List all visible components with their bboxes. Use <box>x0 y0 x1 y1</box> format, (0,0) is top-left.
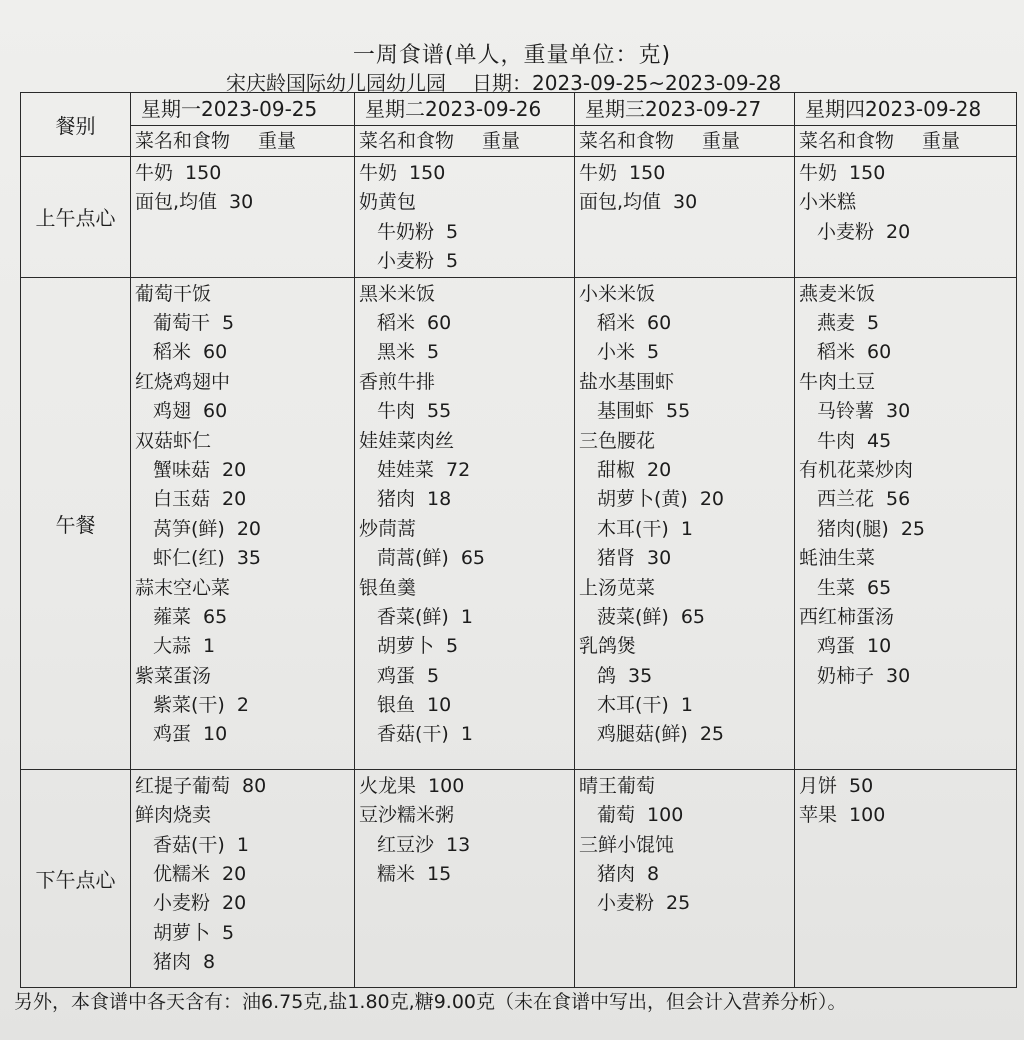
food-weight: 20 <box>222 892 247 915</box>
ingredient-item <box>579 691 790 720</box>
food-weight: 5 <box>446 635 459 658</box>
food-weight: 50 <box>849 774 874 797</box>
food-name: 大蒜 <box>153 635 192 658</box>
food-name: 蟹味菇 <box>153 458 211 481</box>
food-weight: 80 <box>242 774 267 797</box>
food-name: 茼蒿(鲜) <box>377 547 449 570</box>
ingredient-item <box>799 662 1012 691</box>
food-weight: 60 <box>203 400 228 423</box>
menu-cell <box>131 769 355 987</box>
meal-column-header: 餐别 <box>21 93 131 157</box>
food-name: 有机花菜炒肉 <box>799 458 914 481</box>
dish-item <box>135 368 350 397</box>
ingredient-item <box>579 720 790 749</box>
dish-item <box>359 772 570 801</box>
ingredient-item <box>135 338 350 367</box>
dish-item <box>359 515 570 544</box>
food-weight: 65 <box>867 576 892 599</box>
column-header-name: 菜名和食物 <box>135 130 231 153</box>
dish-item <box>799 801 1012 830</box>
menu-cell <box>795 277 1017 769</box>
meal-row <box>21 277 1017 769</box>
food-name: 胡萝卜(黄) <box>597 488 688 511</box>
food-weight: 1 <box>236 833 249 856</box>
food-weight: 8 <box>647 863 660 886</box>
food-name: 菠菜(鲜) <box>597 605 669 628</box>
column-header-weight: 重量 <box>258 130 297 153</box>
ingredient-item <box>799 427 1012 456</box>
food-weight: 18 <box>427 488 452 511</box>
food-weight: 1 <box>460 723 473 746</box>
food-weight: 20 <box>222 863 247 886</box>
food-weight: 60 <box>427 312 452 335</box>
dish-item <box>135 188 350 217</box>
food-weight: 8 <box>203 951 216 974</box>
food-name: 小米 <box>597 341 636 364</box>
food-name: 稻米 <box>377 312 416 335</box>
food-name: 西红柿蛋汤 <box>799 605 895 628</box>
ingredient-item <box>799 632 1012 661</box>
food-name: 小米米饭 <box>579 282 656 305</box>
ingredient-item <box>799 309 1012 338</box>
dish-item <box>135 801 350 830</box>
food-weight: 13 <box>446 833 471 856</box>
dish-item <box>799 188 1012 217</box>
ingredient-item <box>799 574 1012 603</box>
food-name: 牛奶 <box>579 162 618 185</box>
food-name: 小麦粉 <box>153 892 211 915</box>
ingredient-item <box>135 397 350 426</box>
ingredient-item <box>799 397 1012 426</box>
dish-item <box>359 188 570 217</box>
dish-item <box>579 368 790 397</box>
food-weight: 1 <box>460 605 473 628</box>
food-name: 小米糕 <box>799 191 857 214</box>
food-weight: 30 <box>229 191 254 214</box>
food-name: 牛奶 <box>135 162 174 185</box>
ingredient-item <box>579 544 790 573</box>
food-weight: 5 <box>446 250 459 273</box>
food-name: 葡萄干 <box>153 312 211 335</box>
dish-item <box>799 159 1012 188</box>
food-weight: 20 <box>647 458 672 481</box>
food-weight: 1 <box>680 517 693 540</box>
column-header-name: 菜名和食物 <box>799 130 895 153</box>
meal-label: 上午点心 <box>21 157 131 278</box>
food-name: 三色腰花 <box>579 429 656 452</box>
food-name: 优糯米 <box>153 863 211 886</box>
ingredient-item <box>135 860 350 889</box>
food-weight: 20 <box>699 488 725 511</box>
food-weight: 20 <box>886 220 911 243</box>
food-name: 糯米 <box>377 863 416 886</box>
food-weight: 10 <box>867 635 892 658</box>
column-header <box>575 126 795 157</box>
food-name: 燕麦米饭 <box>799 282 876 305</box>
column-header <box>131 126 355 157</box>
food-name: 银鱼 <box>377 694 416 717</box>
day-header: 星期二2023-09-26 <box>355 93 575 126</box>
food-name: 猪肾 <box>597 547 636 570</box>
dish-item <box>799 544 1012 573</box>
food-name: 稻米 <box>817 341 856 364</box>
menu-cell <box>575 769 795 987</box>
food-weight: 20 <box>222 458 247 481</box>
food-name: 面包,均值 <box>135 191 218 214</box>
meal-label: 下午点心 <box>21 769 131 987</box>
column-header-weight: 重量 <box>922 130 961 153</box>
food-weight: 1 <box>680 694 693 717</box>
food-name: 香菇(干) <box>153 833 225 856</box>
food-name: 蒜末空心菜 <box>135 576 231 599</box>
ingredient-item <box>579 662 790 691</box>
ingredient-item <box>359 218 570 247</box>
ingredient-item <box>359 860 570 889</box>
ingredient-item <box>359 662 570 691</box>
food-name: 牛肉 <box>817 429 856 452</box>
day-header: 星期三2023-09-27 <box>575 93 795 126</box>
ingredient-item <box>359 456 570 485</box>
food-weight: 5 <box>222 312 235 335</box>
food-name: 小麦粉 <box>817 220 875 243</box>
meal-label: 午餐 <box>21 277 131 769</box>
dish-item <box>799 456 1012 485</box>
food-weight: 100 <box>647 804 684 827</box>
food-name: 红豆沙 <box>377 833 435 856</box>
ingredient-item <box>579 889 790 918</box>
food-weight: 30 <box>647 547 672 570</box>
ingredient-item <box>135 720 350 749</box>
food-name: 三鲜小馄饨 <box>579 833 675 856</box>
ingredient-item <box>135 515 350 544</box>
food-weight: 100 <box>849 804 886 827</box>
food-weight: 56 <box>886 488 911 511</box>
column-header-name: 菜名和食物 <box>359 130 455 153</box>
food-name: 银鱼羹 <box>359 576 417 599</box>
food-name: 稻米 <box>153 341 192 364</box>
ingredient-item <box>359 338 570 367</box>
menu-cell <box>575 277 795 769</box>
food-name: 葡萄干饭 <box>135 282 212 305</box>
ingredient-item <box>359 632 570 661</box>
food-weight: 35 <box>236 547 262 570</box>
food-name: 甜椒 <box>597 458 636 481</box>
dish-item <box>579 831 790 860</box>
ingredient-item <box>359 603 570 632</box>
dish-item <box>359 427 570 456</box>
food-weight: 5 <box>446 220 459 243</box>
ingredient-item <box>359 831 570 860</box>
food-name: 火龙果 <box>359 774 417 797</box>
food-weight: 60 <box>203 341 228 364</box>
food-weight: 45 <box>867 429 892 452</box>
food-name: 木耳(干) <box>597 694 669 717</box>
food-name: 猪肉(腿) <box>817 517 889 540</box>
food-name: 蚝油生菜 <box>799 547 876 570</box>
ingredient-item <box>135 889 350 918</box>
column-header <box>795 126 1017 157</box>
food-weight: 10 <box>427 694 452 717</box>
ingredient-item <box>359 247 570 276</box>
food-name: 猪肉 <box>597 863 636 886</box>
food-name: 鸡蛋 <box>153 723 192 746</box>
food-name: 牛奶粉 <box>377 220 435 243</box>
food-weight: 72 <box>446 458 471 481</box>
ingredient-item <box>135 603 350 632</box>
column-header-weight: 重量 <box>702 130 741 153</box>
food-name: 葡萄 <box>597 804 636 827</box>
footer-note: 另外，本食谱中各天含有：油6.75克,盐1.80克,糖9.00克（未在食谱中写出，但会计入营养分析）。 <box>14 991 847 1013</box>
food-name: 紫菜蛋汤 <box>135 664 212 687</box>
ingredient-item <box>579 397 790 426</box>
food-weight: 25 <box>900 517 926 540</box>
ingredient-item <box>359 397 570 426</box>
food-name: 月饼 <box>799 774 838 797</box>
food-name: 面包,均值 <box>579 191 662 214</box>
food-weight: 65 <box>680 605 706 628</box>
food-name: 盐水基围虾 <box>579 370 675 393</box>
food-name: 娃娃菜肉丝 <box>359 429 455 452</box>
ingredient-item <box>799 218 1012 247</box>
food-name: 香菜(鲜) <box>377 605 449 628</box>
food-name: 小麦粉 <box>597 892 655 915</box>
food-name: 牛肉土豆 <box>799 370 876 393</box>
food-name: 鸡腿菇(鲜) <box>597 723 688 746</box>
ingredient-item <box>135 831 350 860</box>
menu-cell <box>131 277 355 769</box>
dish-item <box>579 427 790 456</box>
ingredient-item <box>135 948 350 977</box>
food-name: 豆沙糯米粥 <box>359 804 455 827</box>
food-name: 胡萝卜 <box>153 921 211 944</box>
food-name: 稻米 <box>597 312 636 335</box>
food-weight: 30 <box>886 664 911 687</box>
column-header-row <box>21 126 1017 157</box>
dish-item <box>135 280 350 309</box>
food-weight: 60 <box>647 312 672 335</box>
ingredient-item <box>135 485 350 514</box>
food-name: 紫菜(干) <box>153 694 225 717</box>
food-weight: 35 <box>628 664 653 687</box>
menu-cell <box>355 157 575 278</box>
food-name: 木耳(干) <box>597 517 669 540</box>
food-name: 晴王葡萄 <box>579 774 656 797</box>
food-name: 鸡蛋 <box>377 664 416 687</box>
food-name: 蕹菜 <box>153 605 192 628</box>
food-weight: 150 <box>849 162 886 185</box>
food-name: 红烧鸡翅中 <box>135 370 231 393</box>
food-weight: 5 <box>427 664 440 687</box>
food-name: 莴笋(鲜) <box>153 517 225 540</box>
food-name: 香菇(干) <box>377 723 449 746</box>
food-weight: 15 <box>427 863 452 886</box>
ingredient-item <box>579 860 790 889</box>
food-weight: 25 <box>699 723 725 746</box>
day-header: 星期四2023-09-28 <box>795 93 1017 126</box>
ingredient-item <box>359 309 570 338</box>
date-range: 日期：2023-09-25~2023-09-28 <box>472 71 782 95</box>
ingredient-item <box>799 338 1012 367</box>
food-name: 香煎牛排 <box>359 370 436 393</box>
food-weight: 5 <box>222 921 235 944</box>
column-header-name: 菜名和食物 <box>579 130 675 153</box>
ingredient-item <box>359 485 570 514</box>
ingredient-item <box>359 691 570 720</box>
ingredient-item <box>579 309 790 338</box>
school-name: 宋庆龄国际幼儿园幼儿园 <box>226 71 446 95</box>
dish-item <box>579 632 790 661</box>
ingredient-item <box>579 603 790 632</box>
ingredient-item <box>135 632 350 661</box>
dish-item <box>135 662 350 691</box>
food-name: 黑米 <box>377 341 416 364</box>
food-weight: 20 <box>222 488 247 511</box>
food-name: 黑米米饭 <box>359 282 436 305</box>
dish-item <box>135 427 350 456</box>
food-weight: 5 <box>427 341 440 364</box>
day-header: 星期一2023-09-25 <box>131 93 355 126</box>
food-weight: 65 <box>460 547 486 570</box>
food-weight: 150 <box>629 162 666 185</box>
menu-cell <box>355 769 575 987</box>
food-name: 白玉菇 <box>153 488 211 511</box>
food-name: 乳鸽煲 <box>579 635 637 658</box>
menu-cell <box>795 769 1017 987</box>
menu-cell <box>575 157 795 278</box>
dish-item <box>359 368 570 397</box>
ingredient-item <box>579 338 790 367</box>
dish-item <box>579 159 790 188</box>
food-name: 奶柿子 <box>817 664 875 687</box>
food-weight: 150 <box>409 162 446 185</box>
food-name: 牛肉 <box>377 400 416 423</box>
dish-item <box>579 574 790 603</box>
food-weight: 5 <box>867 312 880 335</box>
food-weight: 1 <box>203 635 216 658</box>
ingredient-item <box>799 485 1012 514</box>
page-title: 一周食谱(单人，重量单位：克) <box>352 43 672 68</box>
dish-item <box>135 159 350 188</box>
food-weight: 30 <box>886 400 911 423</box>
meal-row <box>21 769 1017 987</box>
ingredient-item <box>359 720 570 749</box>
food-name: 鸡翅 <box>153 400 192 423</box>
food-name: 小麦粉 <box>377 250 435 273</box>
food-weight: 10 <box>203 723 228 746</box>
food-name: 上汤苋菜 <box>579 576 656 599</box>
column-header <box>355 126 575 157</box>
ingredient-item <box>579 801 790 830</box>
ingredient-item <box>135 919 350 948</box>
day-header-row <box>21 93 1017 126</box>
ingredient-item <box>135 456 350 485</box>
food-name: 娃娃菜 <box>377 458 435 481</box>
food-weight: 100 <box>428 774 465 797</box>
menu-cell <box>795 157 1017 278</box>
food-weight: 65 <box>203 605 228 628</box>
menu-cell <box>131 157 355 278</box>
ingredient-item <box>135 691 350 720</box>
food-name: 双菇虾仁 <box>135 429 212 452</box>
ingredient-item <box>579 456 790 485</box>
dish-item <box>359 280 570 309</box>
food-weight: 150 <box>185 162 222 185</box>
food-weight: 25 <box>666 892 691 915</box>
ingredient-item <box>359 544 570 573</box>
food-weight: 2 <box>236 694 249 717</box>
dish-item <box>799 280 1012 309</box>
food-name: 鸽 <box>597 664 617 687</box>
food-name: 虾仁(红) <box>153 547 225 570</box>
food-name: 马铃薯 <box>817 400 875 423</box>
ingredient-item <box>135 544 350 573</box>
dish-item <box>799 603 1012 632</box>
food-weight: 5 <box>647 341 660 364</box>
food-weight: 20 <box>236 517 262 540</box>
food-name: 苹果 <box>799 804 838 827</box>
dish-item <box>579 188 790 217</box>
food-weight: 30 <box>673 191 698 214</box>
food-name: 牛奶 <box>359 162 398 185</box>
ingredient-item <box>579 485 790 514</box>
food-name: 猪肉 <box>153 951 192 974</box>
meal-row <box>21 157 1017 278</box>
food-name: 炒茼蒿 <box>359 517 417 540</box>
food-name: 生菜 <box>817 576 856 599</box>
food-name: 西兰花 <box>817 488 875 511</box>
ingredient-item <box>579 515 790 544</box>
food-name: 奶黄包 <box>359 191 417 214</box>
dish-item <box>135 574 350 603</box>
food-weight: 55 <box>666 400 691 423</box>
food-name: 胡萝卜 <box>377 635 435 658</box>
food-name: 基围虾 <box>597 400 655 423</box>
dish-item <box>579 772 790 801</box>
dish-item <box>799 772 1012 801</box>
food-name: 猪肉 <box>377 488 416 511</box>
food-name: 牛奶 <box>799 162 838 185</box>
food-weight: 55 <box>427 400 452 423</box>
dish-item <box>579 280 790 309</box>
food-weight: 60 <box>867 341 892 364</box>
dish-item <box>799 368 1012 397</box>
food-name: 鸡蛋 <box>817 635 856 658</box>
column-header-weight: 重量 <box>482 130 521 153</box>
food-name: 燕麦 <box>817 312 856 335</box>
ingredient-item <box>799 515 1012 544</box>
dish-item <box>359 574 570 603</box>
food-name: 红提子葡萄 <box>135 774 231 797</box>
dish-item <box>135 772 350 801</box>
ingredient-item <box>135 309 350 338</box>
menu-cell <box>355 277 575 769</box>
weekly-menu-table <box>20 92 1017 988</box>
dish-item <box>359 801 570 830</box>
food-name: 鲜肉烧卖 <box>135 804 212 827</box>
dish-item <box>359 159 570 188</box>
